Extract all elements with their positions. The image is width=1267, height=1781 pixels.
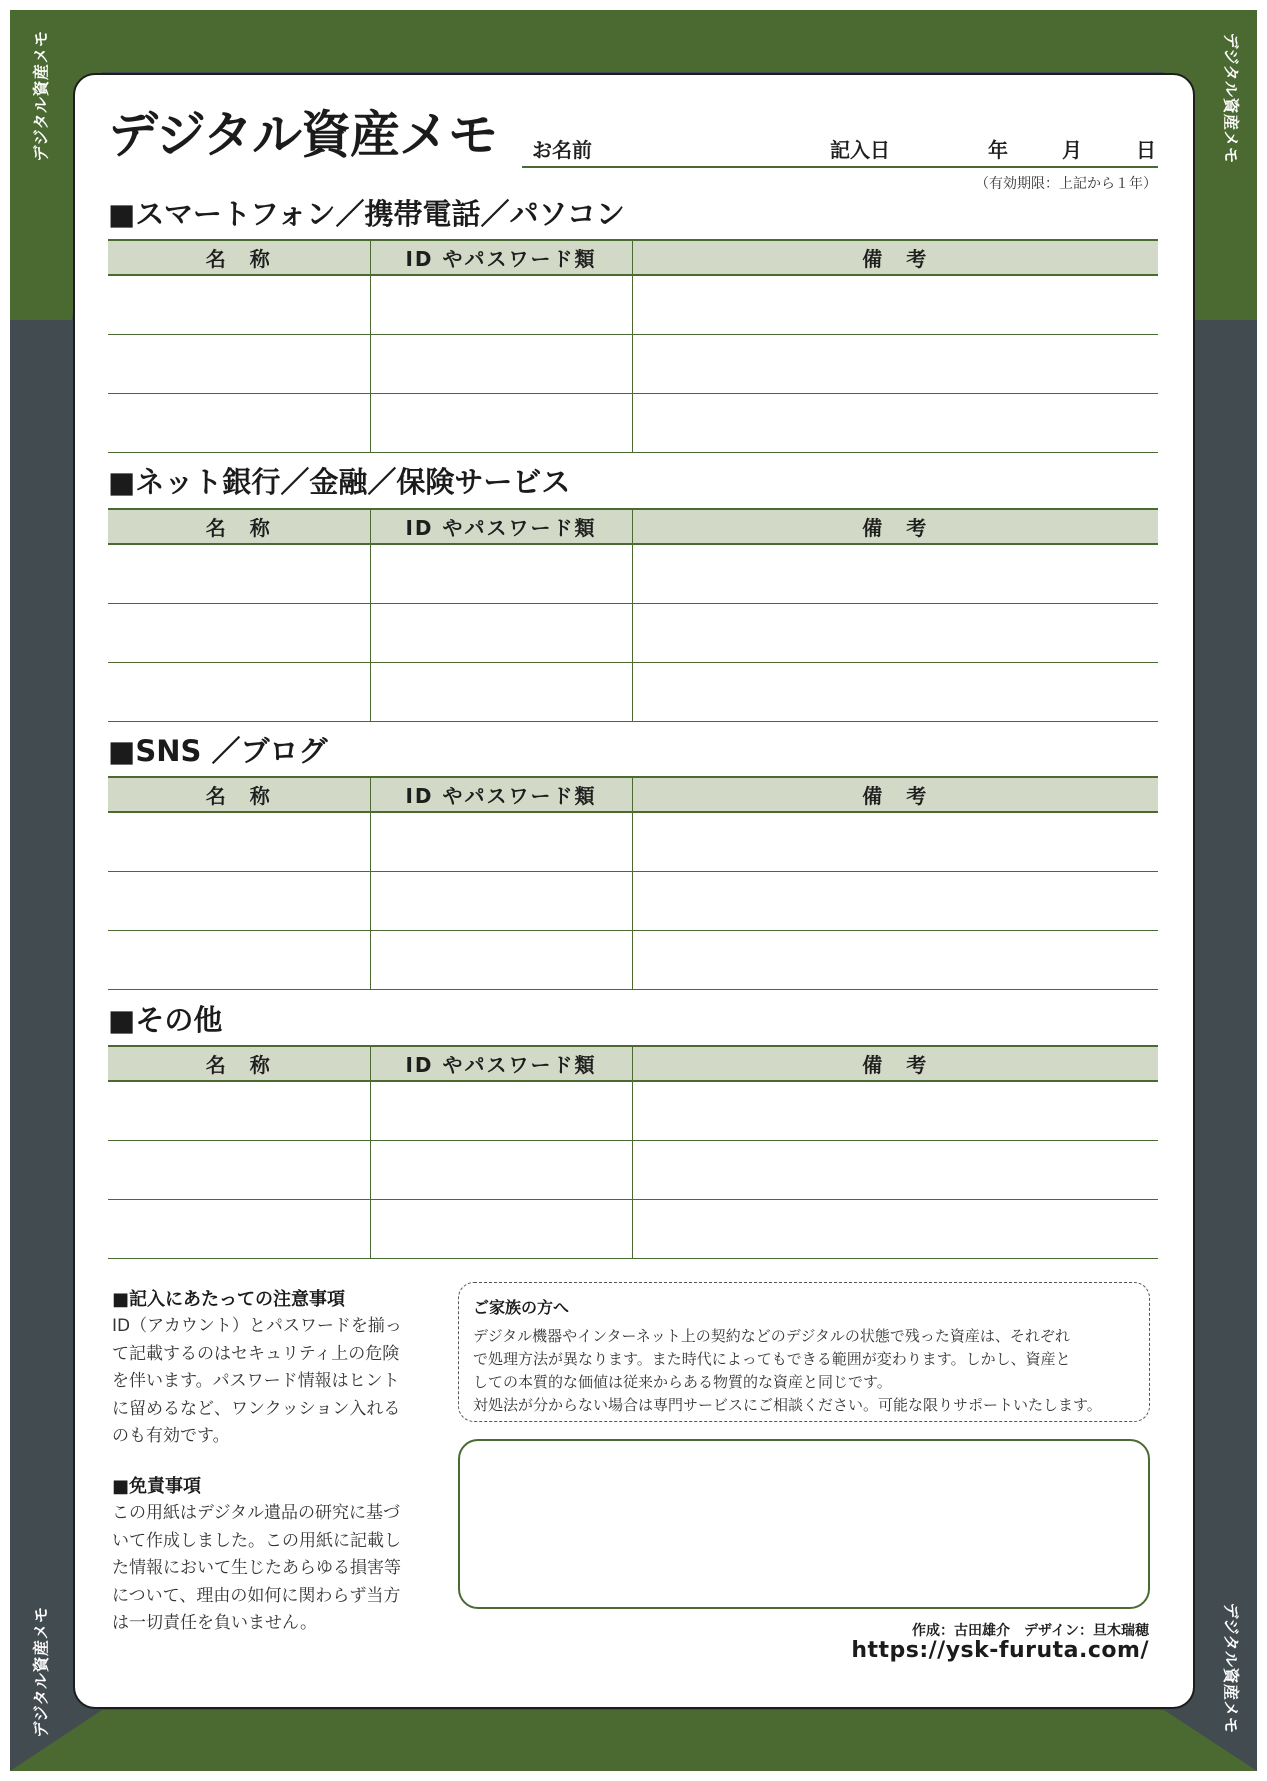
note-cell[interactable] (632, 871, 1158, 930)
name-cell[interactable] (108, 603, 370, 662)
id-cell[interactable] (370, 1199, 632, 1258)
id-cell[interactable] (370, 1081, 632, 1140)
note-cell[interactable] (632, 1199, 1158, 1258)
note-cell[interactable] (632, 930, 1158, 989)
table-row (108, 1140, 1158, 1199)
col-header-note: 備 考 (632, 777, 1158, 812)
name-cell[interactable] (108, 334, 370, 393)
family-message-box (458, 1282, 1150, 1422)
table-row (108, 275, 1158, 334)
col-header-id: ID やパスワード類 (370, 777, 632, 812)
free-memo-box[interactable] (458, 1439, 1150, 1609)
disclaimer-line: た情報において生じたあらゆる損害等 (112, 1558, 401, 1578)
disclaimer-title: ■免責事項 (112, 1476, 202, 1497)
id-cell[interactable] (370, 275, 632, 334)
validity-note: （有効期限：上記から１年） (975, 176, 1157, 192)
table-row (108, 1081, 1158, 1140)
family-line: 対処法が分からない場合は専門サービスにご相談ください。可能な限りサポートいたします。 (473, 1396, 1102, 1414)
table-row (108, 393, 1158, 452)
name-date-underline (522, 166, 1158, 168)
note-cell[interactable] (632, 334, 1158, 393)
col-header-note: 備 考 (632, 509, 1158, 544)
site-url[interactable]: https://ysk-furuta.com/ (851, 1638, 1149, 1663)
caution-title: ■記入にあたっての注意事項 (112, 1289, 346, 1310)
side-label-top-right: デジタル資産メモ (1221, 32, 1241, 164)
col-header-name: 名 称 (108, 1046, 370, 1081)
table-sns (108, 776, 1158, 990)
caution-text (112, 1313, 434, 1451)
section-title-sns: ■SNS ／ブログ (108, 734, 328, 768)
name-label: お名前 (532, 138, 592, 162)
month-label: 月 (1062, 138, 1082, 162)
name-cell[interactable] (108, 930, 370, 989)
table-row (108, 603, 1158, 662)
date-label: 記入日 (830, 138, 890, 162)
table-devices (108, 239, 1158, 453)
col-header-note: 備 考 (632, 1046, 1158, 1081)
note-cell[interactable] (632, 393, 1158, 452)
family-line: しての本質的な価値は従来からある物質的な資産と同じです。 (473, 1373, 892, 1391)
name-cell[interactable] (108, 1199, 370, 1258)
col-header-name: 名 称 (108, 240, 370, 275)
note-cell[interactable] (632, 662, 1158, 721)
id-cell[interactable] (370, 662, 632, 721)
id-cell[interactable] (370, 930, 632, 989)
id-cell[interactable] (370, 871, 632, 930)
note-cell[interactable] (632, 1081, 1158, 1140)
col-header-name: 名 称 (108, 509, 370, 544)
caution-line: に留めるなど、ワンクッション入れる (112, 1398, 401, 1419)
family-line: デジタル機器やインターネット上の契約などのデジタルの状態で残った資産は、それぞれ (473, 1327, 1070, 1345)
section-title-other: ■その他 (108, 1003, 223, 1037)
table-row (108, 812, 1158, 871)
table-row (108, 662, 1158, 721)
table-row (108, 544, 1158, 603)
day-label: 日 (1136, 138, 1156, 162)
note-cell[interactable] (632, 544, 1158, 603)
col-header-id: ID やパスワード類 (370, 240, 632, 275)
family-text (473, 1325, 1135, 1417)
id-cell[interactable] (370, 603, 632, 662)
id-cell[interactable] (370, 393, 632, 452)
disclaimer-text (112, 1500, 434, 1638)
col-header-id: ID やパスワード類 (370, 509, 632, 544)
name-cell[interactable] (108, 275, 370, 334)
id-cell[interactable] (370, 812, 632, 871)
col-header-note: 備 考 (632, 240, 1158, 275)
caution-line: ID（アカウント）とパスワードを揃っ (112, 1316, 402, 1336)
section-title-devices: ■スマートフォン／携帯電話／パソコン (108, 197, 625, 231)
note-cell[interactable] (632, 1140, 1158, 1199)
note-cell[interactable] (632, 275, 1158, 334)
disclaimer-line: について、理由の如何に関わらず当方 (112, 1585, 401, 1606)
disclaimer-line: この用紙はデジタル遺品の研究に基づ (112, 1503, 400, 1523)
page-title: デジタル資産メモ (108, 106, 497, 164)
name-cell[interactable] (108, 1140, 370, 1199)
section-title-finance: ■ネット銀行／金融／保険サービス (108, 465, 571, 499)
table-row (108, 930, 1158, 989)
side-label-bottom-right: デジタル資産メモ (1221, 1602, 1241, 1734)
side-label-top-left: デジタル資産メモ (31, 30, 51, 162)
year-label: 年 (988, 138, 1008, 162)
id-cell[interactable] (370, 544, 632, 603)
disclaimer-line: は一切責任を負いません。 (112, 1613, 318, 1633)
table-row (108, 334, 1158, 393)
name-cell[interactable] (108, 544, 370, 603)
name-cell[interactable] (108, 393, 370, 452)
id-cell[interactable] (370, 334, 632, 393)
col-header-name: 名 称 (108, 777, 370, 812)
note-cell[interactable] (632, 812, 1158, 871)
credit-line: 作成：古田雄介 デザイン：旦木瑞穂 (911, 1623, 1149, 1639)
table-finance (108, 508, 1158, 722)
disclaimer-line: いて作成しました。この用紙に記載し (112, 1530, 401, 1551)
name-cell[interactable] (108, 662, 370, 721)
col-header-id: ID やパスワード類 (370, 1046, 632, 1081)
name-cell[interactable] (108, 1081, 370, 1140)
name-cell[interactable] (108, 871, 370, 930)
caution-line: て記載するのはセキュリティ上の危険 (112, 1343, 400, 1364)
note-cell[interactable] (632, 603, 1158, 662)
table-row (108, 1199, 1158, 1258)
table-other (108, 1045, 1158, 1259)
family-line: で処理方法が異なります。また時代によってもできる範囲が変わります。しかし、資産と (473, 1350, 1071, 1368)
table-row (108, 871, 1158, 930)
caution-line: のも有効です。 (112, 1426, 230, 1446)
id-cell[interactable] (370, 1140, 632, 1199)
name-cell[interactable] (108, 812, 370, 871)
caution-line: を伴います。パスワード情報はヒント (112, 1371, 400, 1391)
family-title: ご家族の方へ (473, 1298, 570, 1317)
side-label-bottom-left: デジタル資産メモ (31, 1606, 51, 1738)
